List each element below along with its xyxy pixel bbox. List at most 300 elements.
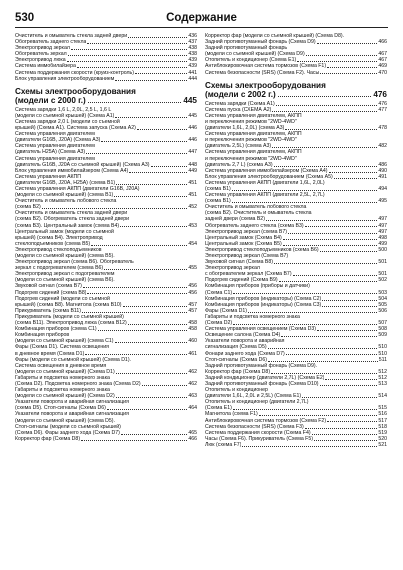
toc-entry-title: (модели со съемной крышей) (Схема D9) — [205, 51, 305, 58]
toc-entry-title: (Схема D2) — [205, 320, 233, 327]
toc-entry-title: Электропривод стеклоподъемников (схема В6) — [205, 246, 319, 253]
leader-dots — [266, 220, 377, 221]
leader-dots — [259, 415, 378, 416]
leader-dots — [325, 379, 377, 380]
toc-entry-line: Задний противотуманный фонарь (Схема D9). — [205, 362, 318, 369]
toc-entry-line: Очиститель и омыватель лобового стекла — [205, 204, 307, 211]
toc-entry-line: Указатели поворота и аварийная — [205, 338, 285, 345]
leader-dots — [121, 434, 187, 435]
toc-entry-title: Звуковой сигнал (схема В7) — [15, 283, 82, 290]
toc-entry-title: Корректор фар (Схема D8) — [205, 368, 271, 375]
leader-dots — [128, 324, 188, 325]
toc-entry-page: 456 — [188, 289, 197, 296]
toc-entry-page: 467 — [378, 57, 387, 64]
toc-entry-title: Система управления освещением (Схема D3) — [205, 326, 317, 333]
section-heading-sub: (модели с 2002 г.) — [205, 89, 276, 99]
leader-dots — [268, 348, 378, 349]
toc-entry-title: Подогрев сидений (схема В8) — [15, 289, 87, 296]
toc-entry-title: (модели со съемной крышей) (Схема D1) — [15, 368, 115, 375]
toc-entry-page: 469 — [378, 63, 387, 70]
leader-dots — [233, 324, 377, 325]
toc-entry-page: 463 — [188, 393, 197, 400]
toc-entry-page: 498 — [378, 234, 387, 241]
toc-entry-title: (схема В2) — [15, 204, 41, 211]
toc-entry-line: Электропривод зеркал (схема В6). Обогреватель — [15, 259, 134, 266]
leader-dots — [98, 330, 188, 331]
toc-entry-title: (модели со съемной крышей) (Схема D2) — [15, 393, 115, 400]
toc-entry-line: Центральный замок (модели со съемной — [15, 228, 114, 235]
toc-entry-page: 462 — [188, 368, 197, 375]
toc-entry-title: Отопитель и кондиционер (Схема Е1) — [205, 57, 297, 64]
toc-entry-title: Стоп-сигналы (Схема D6) — [205, 356, 267, 363]
toc-entry-line: Система управления двигателем — [15, 143, 95, 150]
toc-entry-page: 507 — [378, 320, 387, 327]
toc-entry-page: 505 — [378, 301, 387, 308]
toc-entry-title: Система поддержания скорости (Схема F4) — [205, 429, 311, 436]
toc-entry-line: Система освещения в дневное время — [15, 362, 107, 369]
toc-entry-page: 491 — [378, 173, 387, 180]
toc-entry-title: (двигатели 1,6L, 2,0L) (схема А3) — [205, 125, 285, 132]
toc-entry-title: Фонари заднего хода (Схема D7) — [205, 350, 285, 357]
leader-dots — [88, 102, 182, 103]
toc-entry-page: 499 — [378, 240, 387, 247]
toc-entry-page: 449 — [188, 167, 197, 174]
toc-entry-page: 502 — [378, 277, 387, 284]
toc-entry — [205, 442, 387, 448]
section-page: 445 — [183, 95, 197, 105]
toc-entry-title: Антиблокировочная система тормозов (Схема F2) — [205, 417, 327, 424]
toc-entry-line: Габариты и подсветка номерного знака — [15, 387, 110, 394]
leader-dots — [317, 43, 378, 44]
toc-entry-title: в дневное время (Схема D1) — [15, 350, 85, 357]
toc-entry-page: 514 — [378, 393, 387, 400]
leader-dots — [107, 409, 188, 410]
toc-entry-page: 460 — [188, 338, 197, 345]
section-heading-row — [15, 96, 197, 105]
toc-entry-line: Система управления двигателем, АКПП — [205, 112, 302, 119]
leader-dots — [77, 67, 187, 68]
toc-entry-title: Очиститель и омыватель стекла задней двери — [15, 33, 128, 39]
toc-entry-title: Электропривод люка — [15, 57, 66, 64]
toc-column-left — [15, 33, 197, 448]
toc-entry-line: крышей) (схема В4). Электропривод — [15, 234, 103, 241]
toc-entry-title: Антиблокировочная система тормозов (Схема F1) — [205, 63, 327, 70]
toc-entry-page: 441 — [188, 69, 197, 76]
toc-column-right — [205, 33, 387, 448]
leader-dots — [123, 306, 188, 307]
toc-entry-page: 517 — [378, 417, 387, 424]
leader-dots — [322, 300, 377, 301]
leader-dots — [279, 281, 378, 282]
leader-dots — [272, 111, 377, 112]
toc-entry-title: Блок управления иммобилайзером (Схема А4) — [15, 167, 129, 174]
toc-entry-title: (двигатели G16B, J20A, H25A) (схема В1) — [15, 179, 116, 186]
toc-entry-line: Система управления двигателем — [15, 131, 95, 138]
toc-entry-page: 467 — [378, 51, 387, 58]
toc-entry-page: 445 — [188, 112, 197, 119]
leader-dots — [302, 397, 377, 398]
toc-entry-title: Задний кондиционер (двигатели 2,7L) (Схема Е2) — [205, 374, 325, 381]
leader-dots — [82, 312, 187, 313]
leader-dots — [305, 226, 378, 227]
toc-entry-title: Система иммобилайзера — [15, 63, 76, 70]
toc-entry-title: Подогрев сидений (Схема В9) — [205, 277, 278, 284]
leader-dots — [83, 287, 188, 288]
leader-dots — [278, 96, 372, 97]
toc-entry-title: Центральный замок (Схема В5) — [205, 240, 282, 247]
toc-entry-page: 495 — [378, 198, 387, 205]
toc-entry-page: 437 — [188, 39, 197, 46]
toc-entry-page: 436 — [188, 33, 197, 39]
leader-dots — [67, 61, 188, 62]
leader-dots — [42, 208, 188, 209]
toc-entry-line: Очиститель и омыватель лобового стекла — [15, 198, 117, 205]
leader-dots — [128, 37, 187, 38]
toc-entry-page: 521 — [378, 441, 387, 448]
toc-entry-title: (схема В1) — [205, 185, 231, 192]
toc-entry-title: (схема D5). Стоп-сигналы (Схема D6) — [15, 405, 106, 412]
toc-entry-line: Подогрев сидений (модели со съемной — [15, 295, 110, 302]
toc-entry-page: 512 — [378, 368, 387, 375]
toc-entry-title: Фары (Схема D1) — [205, 307, 248, 314]
toc-entry-title: Часы (Схема F6). Прикуриватель (Схема F5) — [205, 435, 313, 442]
toc-entry-title: Обогреватель заднего стекла (схема В3) — [205, 222, 304, 229]
toc-entry-page: 447 — [188, 149, 197, 156]
toc-entry-page: 486 — [378, 161, 387, 168]
leader-dots — [104, 269, 187, 270]
section-heading-sub: (модели с 2000 г.) — [15, 95, 86, 105]
leader-dots — [317, 330, 377, 331]
leader-dots — [115, 80, 187, 81]
toc-entry-page: 504 — [378, 295, 387, 302]
toc-entry-page: 482 — [378, 143, 387, 150]
leader-dots — [242, 446, 377, 447]
toc-entry-title: (двигатель 2,5L) (схема А3) — [205, 143, 272, 150]
toc-entry-page: 510 — [378, 344, 387, 351]
toc-entry-page: 518 — [378, 423, 387, 430]
leader-dots — [274, 166, 378, 167]
leader-dots — [305, 428, 378, 429]
toc-entry-title: (модели со съемной крышей) (схема В1) — [15, 192, 114, 199]
toc-entry-page: 500 — [378, 246, 387, 253]
toc-entry-line: Габариты и подсветка номерного знака — [15, 374, 110, 381]
toc-entry-page: 452 — [188, 204, 197, 211]
toc-entry-page: 453 — [188, 222, 197, 229]
toc-entry-title: Обогреватель заднего стекла — [15, 39, 87, 46]
toc-entry-title: зеркал с подогревателем (схема В6) — [15, 265, 104, 272]
leader-dots — [232, 190, 378, 191]
toc-entry-title: Электропривод зеркал (схема В7) — [205, 228, 288, 235]
toc-entry-page: 476 — [378, 100, 387, 107]
toc-entry-line: Система управления АКПП (двигатели G16B, J20A) — [15, 185, 140, 192]
toc-entry-line: Система управления двигателем — [15, 155, 95, 162]
toc-entry-page: 497 — [378, 228, 387, 235]
toc-entry-title: (схема В11). Электропривод люка (схема В12) — [15, 320, 127, 327]
leader-dots — [233, 409, 377, 410]
toc-entry-line: Комбинация приборов (приборы и датчики) — [205, 283, 310, 290]
toc-entry-page: 451 — [188, 179, 197, 186]
leader-dots — [272, 147, 377, 148]
toc-entry-title: (двигатель G16B, J20A со съемной крышей) (Схема А3) — [15, 161, 150, 168]
section-page: 476 — [373, 89, 387, 99]
toc-entry-line: (модели со съемной крышей) (схема В6). — [15, 277, 115, 284]
toc-entry-line: и переключения режимов "2WD-4WD" — [205, 155, 297, 162]
toc-entry-title: Задний противотуманный фонарь (Схема D10) — [205, 380, 319, 387]
leader-dots — [306, 55, 378, 56]
leader-dots — [283, 239, 378, 240]
leader-dots — [114, 196, 187, 197]
toc-entry-title: Система безопасности (SRS) (Схема F2). Часы — [205, 69, 320, 76]
toc-entry-title: Система зарядки (Схема А1) — [205, 100, 275, 107]
page-number: 530 — [15, 12, 35, 24]
toc-entry-line: (схема В2). Обогреватель стекла задней двери — [15, 216, 130, 223]
toc-entry-title: (модели со съемной крышей) (схема С1) — [15, 338, 114, 345]
toc-entry-title: Комбинация приборов (схема С1) — [15, 326, 97, 333]
toc-entry-page: 439 — [188, 63, 197, 70]
toc-entry-title: Задний противотуманный фонарь (Схема D9) — [205, 39, 316, 46]
toc-entry-line: Указатели поворота и аварийная сигнализация — [15, 411, 129, 418]
leader-dots — [116, 397, 188, 398]
leader-dots — [334, 178, 378, 179]
toc-entry-title: стеклоподъемников (схема В5) — [15, 240, 91, 247]
toc-entry-line: Фары (модели со съемной крышей) (Схема D1). — [15, 356, 131, 363]
leader-dots — [115, 342, 188, 343]
leader-dots — [85, 354, 187, 355]
leader-dots — [129, 172, 187, 173]
leader-dots — [327, 67, 377, 68]
toc-entry-page: 466 — [188, 435, 197, 442]
toc-entry-line: Стоп-сигналы (модели со съемной крышей) — [15, 423, 121, 430]
toc-entry-page: 510 — [378, 350, 387, 357]
toc-entry-line: Задний противотуманный фонарь — [205, 45, 288, 52]
leader-dots — [281, 336, 377, 337]
toc-entry-title: (двигатели G16B, J20A) (Схема А3) — [15, 137, 101, 144]
leader-dots — [293, 275, 378, 276]
toc-entry-line: Электропривод стеклоподъемников — [15, 246, 102, 253]
toc-entry-page: 448 — [188, 161, 197, 168]
toc-entry-page: 516 — [378, 411, 387, 418]
leader-dots — [288, 233, 377, 234]
toc-entry-title: (модели со съемной крышей) (Схема А1) — [15, 112, 115, 119]
toc-entry-page: 438 — [188, 51, 197, 58]
toc-entry-page: 513 — [378, 380, 387, 387]
toc-entry-page: 503 — [378, 289, 387, 296]
leader-dots — [285, 129, 377, 130]
toc-entry-title: с обогревателем зеркал (Схема В7) — [205, 271, 292, 278]
toc-entry-line: Комбинация приборов — [15, 332, 70, 339]
toc-entry-page: 501 — [378, 259, 387, 266]
toc-entry-line: Прикуриватель (модели со съемной крышей) — [15, 313, 124, 320]
leader-dots — [115, 117, 187, 118]
toc-entry-title: Магнитола (схема F1) — [205, 411, 258, 418]
toc-entry-page: 511 — [378, 356, 387, 363]
leader-dots — [286, 354, 378, 355]
leader-dots — [120, 226, 187, 227]
toc-entry — [205, 70, 387, 76]
toc-entry-line: Система управления АКПП (двигатели 2,5L, 2,7L) — [205, 192, 325, 199]
toc-entry-page: 458 — [188, 326, 197, 333]
toc-entry-line: Система управления АКПП (двигатели 1,6L, 2,0L) — [205, 179, 325, 186]
toc-entry-title: (схема В1) — [205, 198, 231, 205]
page-header — [15, 12, 388, 28]
toc-entry-line: Указатели поворота и аварийная сигнализация — [15, 399, 129, 406]
toc-entry-title: Электропривод зеркал — [15, 45, 70, 52]
toc-entry-page: 438 — [188, 45, 197, 52]
toc-entry-page: 439 — [188, 57, 197, 64]
toc-entry-title: (Схема D6). Фары заднего хода (Схема D7) — [15, 429, 120, 436]
toc-entry-page: 512 — [378, 374, 387, 381]
leader-dots — [233, 293, 377, 294]
toc-entry-line: Отопитель и кондиционер — [205, 387, 268, 394]
toc-entry-page: 477 — [378, 106, 387, 113]
toc-entry-title: (двигатель 2,7 L) (схема А3) — [205, 161, 273, 168]
toc-entry-title: (Схема D2). Подсветка номерного знака (Схема D2) — [15, 380, 141, 387]
toc-entry-line: и переключения режимов "2WD-4WD" — [205, 118, 297, 125]
toc-entry-page: 515 — [378, 405, 387, 412]
toc-entry-page: 490 — [378, 167, 387, 174]
leader-dots — [320, 385, 378, 386]
section-heading: Схемы электрооборудования — [205, 80, 326, 90]
toc-entry-line: Электропривод зеркал (Схема В7) — [205, 253, 289, 259]
toc-entry-line: и переключения режимов "2WD-4WD" — [205, 137, 297, 144]
leader-dots — [116, 184, 187, 185]
page-title: Содержание — [166, 12, 237, 24]
toc-entry-title: Комбинация приборов (индикаторы) (Схема С2) — [205, 295, 322, 302]
leader-dots — [248, 312, 377, 313]
toc-entry-page: 465 — [188, 429, 197, 436]
leader-dots — [87, 43, 187, 44]
toc-entry-line: Отопитель и кондиционер (двигатели 2,7L) — [205, 399, 309, 406]
toc-columns — [15, 33, 388, 448]
toc-entry-page: 462 — [188, 380, 197, 387]
toc-entry-page: 451 — [188, 192, 197, 199]
toc-entry-page: 444 — [188, 75, 197, 82]
toc-entry-page: 466 — [378, 39, 387, 46]
leader-dots — [297, 61, 377, 62]
toc-entry-title: Освещение салона (Схема D4) — [205, 332, 281, 339]
leader-dots — [314, 440, 377, 441]
toc-entry-page: 497 — [378, 222, 387, 229]
toc-entry-page: 494 — [378, 185, 387, 192]
toc-entry-title: Система безопасности (SRS) (Схема F3) — [205, 423, 304, 430]
leader-dots — [142, 385, 188, 386]
toc-entry-page: 457 — [188, 301, 197, 308]
toc-entry-title: Люк (схема F7) — [205, 441, 242, 448]
leader-dots — [101, 141, 187, 142]
leader-dots — [322, 306, 377, 307]
leader-dots — [327, 421, 377, 422]
toc-entry-title: Обогреватель зеркал — [15, 51, 67, 58]
toc-entry-title: Центральный замок (Схема В4) — [205, 234, 282, 241]
toc-entry-page: 508 — [378, 326, 387, 333]
toc-entry — [15, 76, 197, 82]
toc-entry-page: 454 — [188, 240, 197, 247]
leader-dots — [276, 105, 378, 106]
leader-dots — [151, 166, 188, 167]
toc-entry-page: 455 — [188, 265, 197, 272]
toc-entry-title: задней двери (схема В2) — [205, 216, 265, 223]
toc-entry-line: Электропривод зеркал — [205, 265, 260, 272]
toc-entry-title: (Схема С1) — [205, 289, 233, 296]
toc-entry-page: 470 — [378, 69, 387, 76]
toc-entry-line: Габариты и подсветка номерного знака — [205, 313, 300, 320]
toc-entry-line: Очиститель и омыватель стекла задней двери — [15, 210, 128, 217]
toc-entry-page: 519 — [378, 429, 387, 436]
toc-entry-page: 461 — [188, 350, 197, 357]
leader-dots — [135, 73, 187, 74]
toc-entry-page: 457 — [188, 307, 197, 314]
leader-dots — [116, 373, 188, 374]
leader-dots — [232, 202, 378, 203]
toc-entry-title: (Схема Е1) — [205, 405, 232, 412]
toc-entry-title: Блок управления электрооборудованием — [15, 75, 115, 82]
toc-entry-line: Система управления двигателем, АКПП — [205, 149, 302, 156]
toc-entry-page: 458 — [188, 320, 197, 327]
leader-dots — [87, 293, 187, 294]
leader-dots — [86, 153, 187, 154]
toc-entry-page: 501 — [378, 271, 387, 278]
leader-dots — [268, 361, 378, 362]
toc-entry-line: Система управления АКПП — [15, 173, 82, 180]
toc-entry — [15, 436, 197, 442]
leader-dots — [81, 440, 187, 441]
section-heading-row — [205, 90, 387, 99]
toc-entry-line: (схема В2). Очиститель и омыватель стекла — [205, 210, 312, 217]
toc-entry-page: 446 — [188, 137, 197, 144]
toc-entry-page: 456 — [188, 283, 197, 290]
leader-dots — [271, 373, 377, 374]
toc-entry-title: Корректор фар (Схема D8) — [15, 435, 81, 442]
leader-dots — [274, 263, 377, 264]
toc-entry-page: 506 — [378, 307, 387, 314]
toc-entry-line: Корректор фар (модели со съемной крышей) (Схема D8). — [205, 33, 345, 39]
toc-entry-title: Система пуска (СХЕМА А2) — [205, 106, 272, 113]
toc-entry-page: 497 — [378, 216, 387, 223]
leader-dots — [137, 129, 188, 130]
toc-entry-title: Система управления иммобилайзером (Схема А4) — [205, 167, 328, 174]
toc-entry-title: (двигатели 1,6L, 2,0L и 2,5L) (Схема Е1) — [205, 393, 302, 400]
leader-dots — [320, 251, 378, 252]
leader-dots — [312, 434, 378, 435]
leader-dots — [329, 172, 378, 173]
leader-dots — [283, 245, 378, 246]
toc-entry-title: Комбинация приборов (индикаторы) (Схема С3) — [205, 301, 322, 308]
toc-entry-title: крышей) (схема В8). Магнитола (схема В10) — [15, 301, 122, 308]
leader-dots — [91, 245, 187, 246]
leader-dots — [71, 49, 187, 50]
toc-entry-title: сигнализация (Схема D5) — [205, 344, 267, 351]
toc-entry-page: 464 — [188, 405, 197, 412]
toc-entry-title: Система поддержания скорости (круиз-контроль) — [15, 69, 134, 76]
leader-dots — [320, 73, 377, 74]
toc-entry-title: Прикуриватель (схема В11) — [15, 307, 82, 314]
toc-entry-page: 520 — [378, 435, 387, 442]
leader-dots — [68, 55, 188, 56]
toc-entry-page: 509 — [378, 332, 387, 339]
toc-entry-page: 446 — [188, 125, 197, 132]
toc-entry-line: Система управления двигателем, АКПП — [205, 131, 302, 138]
toc-entry-line: Система зарядки 2,0 L (модели со съемной — [15, 118, 120, 125]
toc-entry-line: Система зарядки 1,6 L, 2,0L, 2,5 L, 1,6 L — [15, 106, 112, 113]
section-heading: Схемы электрооборудования — [15, 86, 136, 96]
toc-entry-title: (схема В3). Центральный замок (схема В4) — [15, 222, 120, 229]
toc-entry-line: (модели со съемной крышей) (схема D5). — [15, 417, 115, 424]
toc-entry-page: 478 — [378, 125, 387, 132]
toc-entry-line: Электропривод зеркал с подогревателем — [15, 271, 115, 278]
toc-entry-title: (двигатель H25A) (Схема А3) — [15, 149, 86, 156]
toc-entry-title: Звуковой сигнал (Схема В8) — [205, 259, 273, 266]
toc-entry-line: Фары (Схема D1). Система освещения — [15, 344, 109, 351]
